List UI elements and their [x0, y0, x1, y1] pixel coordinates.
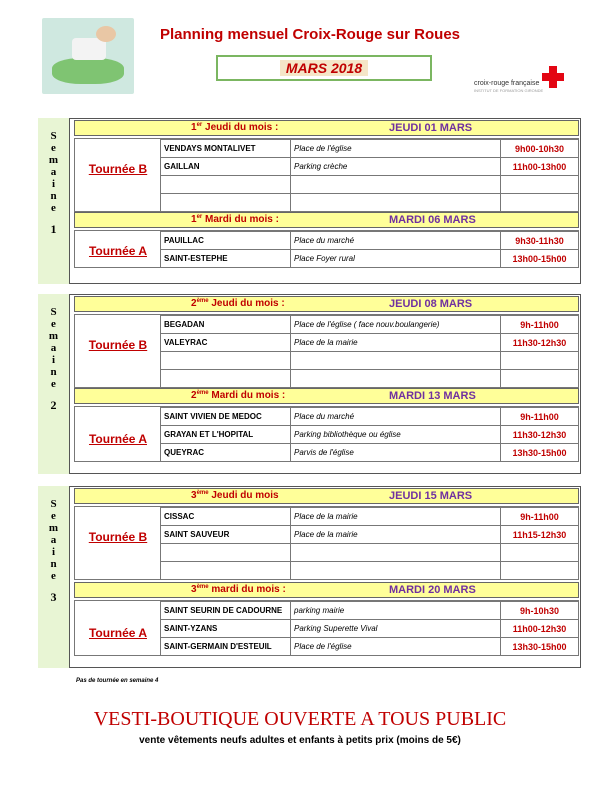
table-row [161, 370, 579, 388]
week-label [38, 294, 70, 474]
stop-hours: 13h30-15h00 [501, 444, 579, 462]
stop-hours: 9h-11h00 [501, 408, 579, 426]
stop-location: Place Foyer rural [291, 250, 501, 268]
ordinal-label [191, 490, 279, 501]
table-row [161, 638, 579, 656]
week-label-letter: i [51, 178, 56, 190]
week-number: 1 [50, 222, 57, 236]
tournee-label: Tournée B [88, 162, 148, 176]
stops-table [160, 231, 579, 268]
ordinal-text: Jeudi du mois : [205, 122, 279, 133]
ordinal-text: Mardi du mois : [205, 214, 279, 225]
table-row [161, 232, 579, 250]
stop-commune [161, 176, 291, 194]
stop-hours: 11h30-12h30 [501, 334, 579, 352]
week-label-letter: m [48, 522, 59, 534]
day-header [74, 120, 579, 136]
stop-hours: 11h00-13h00 [501, 158, 579, 176]
ordinal-suffix: er [196, 214, 203, 220]
stop-commune: SAINT SAUVEUR [161, 526, 291, 544]
ordinal-label [191, 390, 285, 401]
stop-location: Parking Superette Vival [291, 620, 501, 638]
tour-date: MARDI 06 MARS [389, 214, 476, 226]
week-label-letter: S [50, 498, 57, 510]
ordinal-number: 2 [191, 298, 197, 309]
table-row [161, 408, 579, 426]
stop-hours [501, 352, 579, 370]
week-label-letter: e [51, 318, 56, 330]
stop-commune [161, 562, 291, 580]
table-row [161, 176, 579, 194]
table-row [161, 158, 579, 176]
stop-hours [501, 544, 579, 562]
week-label-letter: e [51, 378, 56, 390]
table-row [161, 544, 579, 562]
month-banner [216, 55, 432, 81]
week-label-letter: n [50, 558, 57, 570]
stops-table [160, 315, 579, 388]
ordinal-number: 2 [191, 390, 197, 401]
table-row [161, 194, 579, 212]
ordinal-label [191, 298, 285, 309]
table-row [161, 316, 579, 334]
stop-commune [161, 194, 291, 212]
stop-location: Parking bibliothèque ou église [291, 426, 501, 444]
stop-location: Parvis de l'église [291, 444, 501, 462]
stop-location: Place de la mairie [291, 334, 501, 352]
stop-commune: BEGADAN [161, 316, 291, 334]
week-label-letter: m [48, 330, 59, 342]
stop-hours: 13h00-15h00 [501, 250, 579, 268]
stop-hours: 9h00-10h30 [501, 140, 579, 158]
week-label-letter: S [50, 130, 57, 142]
stop-hours: 11h00-12h30 [501, 620, 579, 638]
week-label-letter: i [51, 546, 56, 558]
day-header [74, 488, 579, 504]
stop-location: Parking crèche [291, 158, 501, 176]
week-label-letter: n [50, 366, 57, 378]
week-number: 3 [50, 590, 57, 604]
stop-commune [161, 370, 291, 388]
stop-location: Place du marché [291, 408, 501, 426]
stop-hours: 13h30-15h00 [501, 638, 579, 656]
week-label-letter: e [51, 142, 56, 154]
week-label [38, 118, 70, 284]
stop-commune: SAINT-GERMAIN D'ESTEUIL [161, 638, 291, 656]
stop-commune: GAILLAN [161, 158, 291, 176]
footer-note: Pas de tournée en semaine 4 [76, 678, 159, 684]
tour-date: MARDI 20 MARS [389, 584, 476, 596]
stop-location [291, 176, 501, 194]
tournee-label: Tournée A [88, 244, 147, 258]
table-row [161, 444, 579, 462]
ordinal-text: Jeudi du mois : [211, 298, 285, 309]
table-row [161, 508, 579, 526]
stops-table [160, 139, 579, 212]
week-label-letter: n [50, 190, 57, 202]
ordinal-label [191, 214, 279, 225]
stop-commune: SAINT-YZANS [161, 620, 291, 638]
stop-commune [161, 544, 291, 562]
stop-hours [501, 370, 579, 388]
week-label-letter: a [50, 534, 57, 546]
stop-location [291, 544, 501, 562]
stop-commune: SAINT-ESTEPHE [161, 250, 291, 268]
table-row [161, 250, 579, 268]
table-row [161, 620, 579, 638]
week-label-letter: S [50, 306, 57, 318]
week-label-letter: a [50, 166, 57, 178]
stop-commune: CISSAC [161, 508, 291, 526]
stop-hours [501, 562, 579, 580]
org-subtitle: INSTITUT DE FORMATION GIRONDE [474, 88, 544, 93]
stop-location: Place de la mairie [291, 526, 501, 544]
ordinal-number: 1 [191, 214, 197, 225]
week-label [38, 486, 70, 668]
org-name: croix-rouge française [474, 80, 540, 87]
week-label-letter: e [51, 202, 56, 214]
ordinal-label [191, 122, 278, 133]
stop-location: Place de l'église [291, 638, 501, 656]
table-row [161, 426, 579, 444]
tour-date: JEUDI 08 MARS [389, 298, 473, 310]
stop-commune: VALEYRAC [161, 334, 291, 352]
day-header [74, 388, 579, 404]
tournee-label: Tournée A [88, 432, 147, 446]
stop-location: Place de la mairie [291, 508, 501, 526]
stops-table [160, 407, 579, 462]
table-row [161, 334, 579, 352]
stop-hours: 9h-11h00 [501, 316, 579, 334]
day-header [74, 296, 579, 312]
table-row [161, 602, 579, 620]
table-row [161, 140, 579, 158]
table-row [161, 562, 579, 580]
stop-hours: 9h30-11h30 [501, 232, 579, 250]
stop-commune [161, 352, 291, 370]
tour-date: JEUDI 15 MARS [389, 490, 473, 502]
ordinal-suffix: ème [196, 490, 209, 496]
week-label-letter: e [51, 570, 56, 582]
stop-location: parking mairie [291, 602, 501, 620]
stop-hours [501, 194, 579, 212]
tour-date: MARDI 13 MARS [389, 390, 476, 402]
vente-description: vente vêtements neufs adultes et enfants à petits prix (moins de 5€) [139, 735, 461, 746]
ordinal-number: 3 [191, 490, 197, 501]
stop-hours [501, 176, 579, 194]
table-row [161, 352, 579, 370]
stop-hours: 9h-11h00 [501, 508, 579, 526]
stops-table [160, 601, 579, 656]
tour-date: JEUDI 01 MARS [389, 122, 473, 134]
page-title: Planning mensuel Croix-Rouge sur Roues [159, 26, 461, 43]
stop-commune: QUEYRAC [161, 444, 291, 462]
day-header [74, 582, 579, 598]
tournee-label: Tournée A [88, 626, 147, 640]
week-number: 2 [50, 398, 57, 412]
ordinal-suffix: ème [196, 298, 209, 304]
ordinal-suffix: ème [196, 390, 209, 396]
week-label-letter: e [51, 510, 56, 522]
ordinal-number: 3 [191, 584, 197, 595]
stop-hours: 9h-10h30 [501, 602, 579, 620]
stop-location [291, 194, 501, 212]
week-label-letter: m [48, 154, 59, 166]
red-cross-logo-icon [542, 66, 564, 88]
stop-location: Place de l'église ( face nouv.boulangerie) [291, 316, 501, 334]
stop-hours: 11h30-12h30 [501, 426, 579, 444]
ordinal-text: Mardi du mois : [211, 390, 286, 401]
tournee-label: Tournée B [88, 530, 148, 544]
day-header [74, 212, 579, 228]
ordinal-label [191, 584, 286, 595]
stop-commune: SAINT SEURIN DE CADOURNE [161, 602, 291, 620]
ordinal-text: Jeudi du mois [211, 490, 279, 501]
stop-location [291, 562, 501, 580]
week-label-letter: i [51, 354, 56, 366]
vesti-boutique-banner: VESTI-BOUTIQUE OUVERTE A TOUS PUBLIC [93, 708, 507, 730]
ordinal-text: mardi du mois : [211, 584, 286, 595]
ordinal-suffix: er [196, 122, 203, 128]
stop-location [291, 352, 501, 370]
stops-table [160, 507, 579, 580]
croix-rouge-sur-roues-illustration [42, 18, 134, 94]
stop-commune: GRAYAN ET L'HOPITAL [161, 426, 291, 444]
stop-commune: VENDAYS MONTALIVET [161, 140, 291, 158]
tournee-label: Tournée B [88, 338, 148, 352]
stop-location: Place de l'église [291, 140, 501, 158]
stop-commune: PAUILLAC [161, 232, 291, 250]
stop-commune: SAINT VIVIEN DE MEDOC [161, 408, 291, 426]
stop-location [291, 370, 501, 388]
stop-location: Place du marché [291, 232, 501, 250]
ordinal-number: 1 [191, 122, 197, 133]
ordinal-suffix: ème [196, 584, 209, 590]
month-label: MARS 2018 [280, 60, 368, 76]
week-label-letter: a [50, 342, 57, 354]
stop-hours: 11h15-12h30 [501, 526, 579, 544]
table-row [161, 526, 579, 544]
